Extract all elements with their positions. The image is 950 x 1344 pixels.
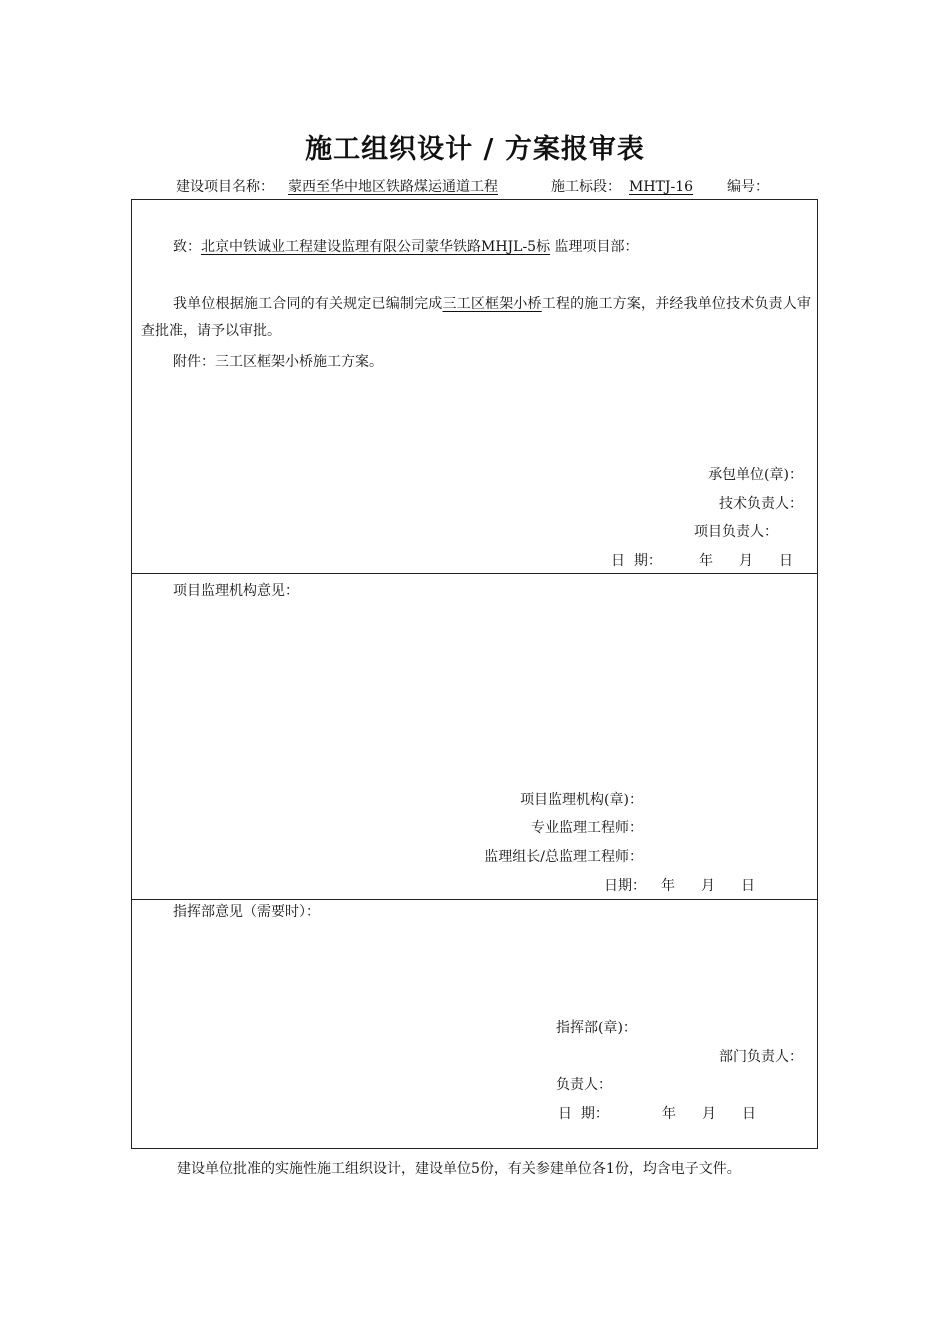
supervision-day: 日: [741, 878, 755, 894]
section-label: 施工标段：: [551, 179, 621, 195]
contractor-seal: 承包单位(章)：: [708, 467, 803, 483]
page-title: 施工组织设计 / 方案报审表: [305, 134, 645, 165]
contractor-day: 日: [779, 553, 793, 569]
to-label: 致：: [173, 239, 201, 255]
supervision-seal: 项目监理机构(章)：: [520, 792, 643, 808]
addressee-line: [173, 237, 639, 257]
supervision-date-label: 日期：: [604, 878, 646, 894]
number-label: 编号：: [727, 179, 769, 195]
supervision-year: 年: [661, 878, 675, 894]
contractor-month: 月: [739, 553, 753, 569]
supervision-engineer: 专业监理工程师：: [531, 820, 643, 836]
to-suffix: 监理项目部：: [550, 239, 639, 255]
contractor-year: 年: [699, 553, 713, 569]
command-seal: 指挥部(章)：: [556, 1020, 637, 1036]
application-body: 我单位根据施工合同的有关规定已编制完成三工区框架小桥工程的施工方案，并经我单位技术负责人审查批准，请予以审批。: [141, 296, 812, 339]
footer-note: 建设单位批准的实施性施工组织设计，建设单位5份，有关参建单位各1份，均含电子文件。: [177, 1161, 741, 1177]
attachment-line: 附件：三工区框架小桥施工方案。: [173, 354, 383, 370]
project-label: 建设项目名称：: [176, 179, 274, 195]
command-month: 月: [702, 1106, 716, 1122]
project-lead: 项目负责人：: [694, 524, 778, 540]
command-opinion-label: 指挥部意见（需要时）：: [173, 904, 320, 920]
project-underlined: 三工区框架小桥: [442, 296, 542, 312]
command-lead: 负责人：: [556, 1077, 612, 1093]
divider-supervision-command: [131, 899, 818, 900]
command-dept-lead: 部门负责人：: [719, 1049, 803, 1065]
section-value: MHTJ-16: [629, 179, 694, 195]
to-org: 北京中铁诚业工程建设监理有限公司蒙华铁路MHJL-5标: [201, 239, 551, 255]
tech-lead: 技术负责人：: [719, 496, 803, 512]
divider-contractor-supervision: [131, 573, 818, 574]
supervision-opinion-label: 项目监理机构意见：: [173, 583, 299, 599]
supervision-month: 月: [701, 878, 715, 894]
command-year: 年: [662, 1106, 676, 1122]
command-day: 日: [742, 1106, 756, 1122]
supervision-chief: 监理组长/总监理工程师：: [484, 849, 643, 865]
command-date-label: 日 期：: [558, 1106, 609, 1122]
contractor-date-label: 日 期：: [611, 553, 662, 569]
project-name: 蒙西至华中地区铁路煤运通道工程: [288, 179, 498, 195]
